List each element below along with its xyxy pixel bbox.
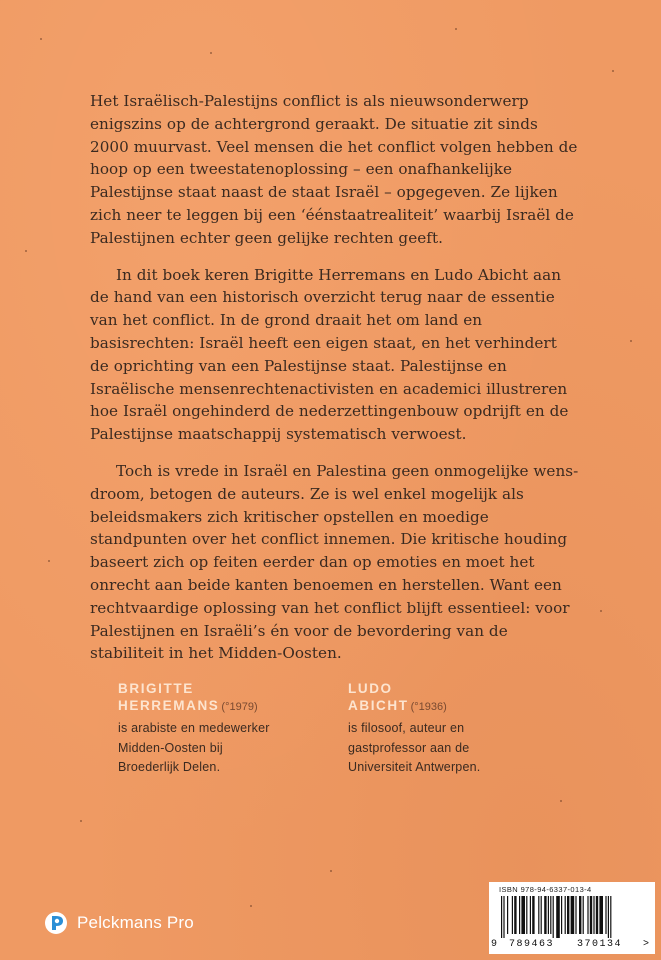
- paper-speck: [560, 800, 562, 802]
- publisher-logo: [44, 911, 194, 935]
- author-birth-year: (°1979): [221, 701, 258, 713]
- barcode-bar: [575, 896, 576, 934]
- barcode-bar: [556, 896, 560, 938]
- barcode-digit-group: 789463: [509, 939, 555, 950]
- blurb-paragraph-3: Toch is vrede in Israël en Palestina geen onmogelijke wensdroom, betogen de auteurs. Ze is wel enkel mogelijk als beleidsmakers zich kritischer opstellen en moedige standpunten over het conflict innemen. Die kritische houding baseert zich op feiten eerder dan op emoties en moet het onrecht aan beide kanten benoemen en herstellen. Want een rechtvaardige oplossing van het conflict blijft essentieel: voor Palestijnen en Israëli’s én voor de bevordering van de stabiliteit in het Midden-Oosten.: [90, 461, 579, 663]
- barcode-bar: [544, 896, 546, 934]
- paper-speck: [630, 340, 632, 342]
- barcode-bar: [605, 896, 606, 934]
- barcode-bar: [532, 896, 534, 934]
- barcode-digits: [489, 938, 655, 952]
- barcode-bar: [526, 896, 527, 934]
- author-description: [118, 719, 328, 778]
- barcode-bar: [519, 896, 520, 934]
- barcode-bar: [553, 896, 554, 938]
- barcode-bar: [593, 896, 594, 934]
- blurb-paragraph-2: In dit boek keren Brigitte Herremans en Ludo Abicht aan de hand van een historisch overzicht terug naar de essentie van het conflict. In de grond draait het om land en basisrechten: Israël heeft een eigen staat, en het verhindert de oprichting van een Palestijnse staat. Palestijnse en Israëlische mensenrechtenactivisten en academici illustreren hoe Israël ongehinderd de nederzettingenbouw opdrijft en de Palestijnse maatschappij systematisch verwoest.: [90, 265, 569, 444]
- barcode-bar: [512, 896, 513, 934]
- author-description-line: Broederlijk Delen.: [118, 760, 221, 774]
- author-last-name-line: [118, 697, 328, 716]
- author-bio-herremans: [118, 680, 328, 778]
- barcode-bar: [514, 896, 516, 934]
- paper-speck: [48, 560, 50, 562]
- barcode-bar: [579, 896, 581, 934]
- author-last-name: ABICHT: [348, 698, 409, 713]
- barcode-bar: [530, 896, 531, 934]
- author-bio-abicht: [348, 680, 558, 778]
- blurb-paragraph-1: Het Israëlisch-Palestijns conflict is als nieuwsonderwerp enigszins op de achtergrond geraakt. De situatie zit sinds 2000 muurvast. Veel mensen die het conflict volgen hebben de hoop op een tweestatenoplossing – een onafhankelijke Palestijnse staat naast de staat Israël – opgegeven. Ze lijken zich neer te leggen bij een ‘éénstaatrealiteit’ waarbij Israël de Palestijnen echter geen gelijke rechten geeft.: [90, 92, 578, 247]
- barcode-bar: [571, 896, 575, 934]
- barcode-bar: [565, 896, 566, 934]
- isbn-label: ISBN 978-94-6337-013-4: [499, 885, 592, 894]
- paper-speck: [250, 905, 252, 907]
- author-description-line: Midden-Oosten bij: [118, 740, 223, 755]
- barcode-bar: [583, 896, 584, 934]
- author-description-line: is filosoof, auteur en: [348, 721, 465, 735]
- barcode-bar: [501, 896, 502, 938]
- barcode-bar: [550, 896, 551, 934]
- paper-speck: [40, 38, 42, 40]
- barcode-bar: [610, 896, 611, 938]
- barcode-bar: [599, 896, 603, 934]
- barcode-lead-digit: 9: [491, 939, 498, 950]
- barcode-bar: [521, 896, 525, 934]
- isbn-barcode: [489, 882, 655, 954]
- author-description: [348, 719, 558, 778]
- barcode-bar: [590, 896, 592, 934]
- author-first-name: BRIGITTE: [118, 681, 194, 696]
- barcode-bars: [499, 896, 645, 938]
- barcode-bar: [567, 896, 569, 934]
- author-last-name: HERREMANS: [118, 698, 220, 713]
- publisher-name: Pelckmans Pro: [77, 913, 194, 932]
- barcode-bar: [541, 896, 542, 934]
- barcode-digit-group: 370134: [577, 939, 623, 950]
- author-description-line: gastprofessor aan de: [348, 740, 470, 755]
- barcode-bar: [548, 896, 549, 934]
- barcode-bar: [596, 896, 598, 934]
- barcode-bar: [587, 896, 588, 934]
- barcode-bar: [507, 896, 508, 934]
- barcode-end-marker: >: [643, 939, 650, 950]
- author-first-name: LUDO: [348, 681, 393, 696]
- paper-speck: [455, 28, 457, 30]
- author-description-line: Universiteit Antwerpen.: [348, 760, 481, 774]
- paper-speck: [612, 70, 614, 72]
- author-last-name-line: [348, 697, 558, 716]
- author-description-line: is arabiste en medewerker: [118, 721, 270, 735]
- barcode-bar: [503, 896, 504, 938]
- pelckmans-logo-icon: [44, 911, 68, 935]
- paper-speck: [25, 250, 27, 252]
- barcode-bar: [608, 896, 609, 938]
- blurb-text: [90, 90, 580, 665]
- author-birth-year: (°1936): [410, 701, 447, 713]
- paper-speck: [600, 610, 602, 612]
- barcode-bar: [561, 896, 562, 934]
- paper-speck: [330, 870, 332, 872]
- barcode-bar: [538, 896, 539, 934]
- paper-speck: [210, 52, 212, 54]
- paper-speck: [80, 820, 82, 822]
